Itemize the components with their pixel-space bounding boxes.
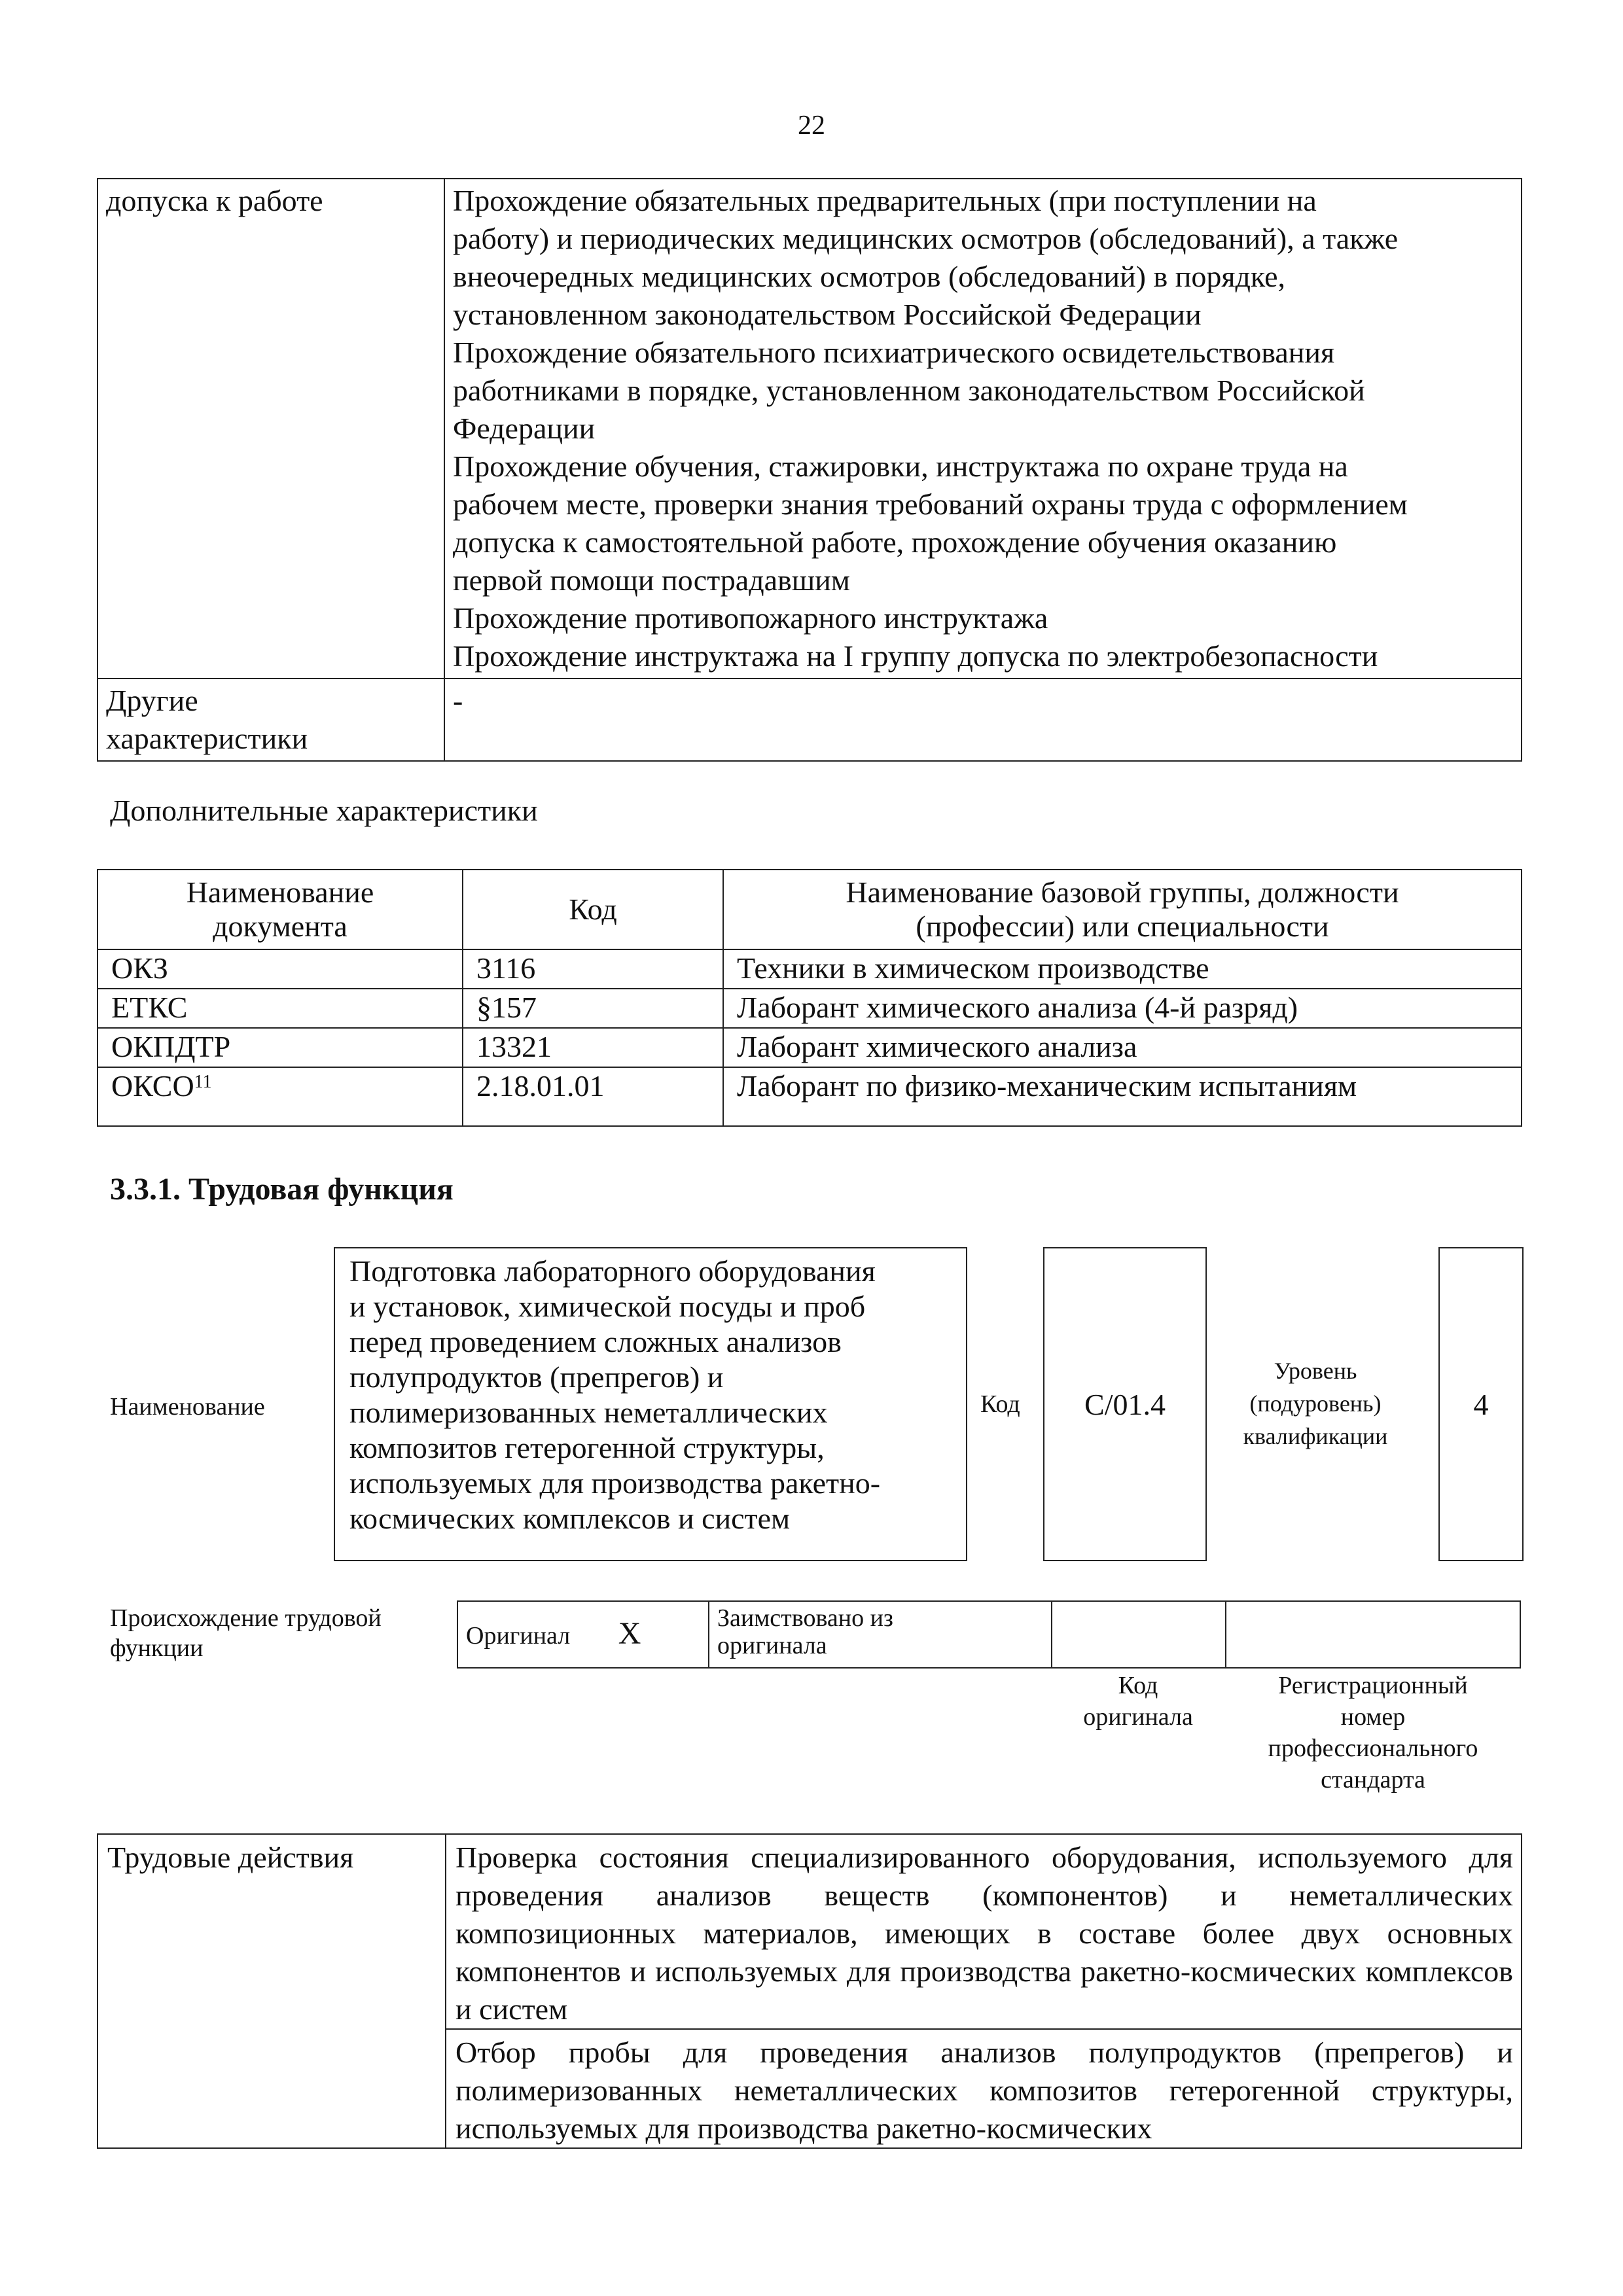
action-item: Отбор пробы для проведения анализов полупродуктов (препрегов) и полимеризованных неметаллических композитов гетерогенной структуры, используемых для производства ракетно-космических (446, 2029, 1522, 2148)
header-document (98, 870, 463, 949)
qualification-level-value: 4 (1438, 1247, 1524, 1561)
header-line: документа (213, 910, 348, 943)
cell-doc: ОКЗ (98, 949, 463, 989)
requirement-line: Прохождение инструктажа на I группу допуска по электробезопасности (453, 639, 1378, 673)
cell-name: Лаборант по физико-механическим испытаниям (723, 1067, 1522, 1126)
additional-table (97, 869, 1522, 1127)
admission-requirements (444, 179, 1522, 679)
function-name-line: композитов гетерогенной структуры, (349, 1431, 825, 1464)
header-code: Код (463, 870, 723, 949)
original-label: Оригинал (466, 1621, 571, 1650)
action-item: Проверка состояния специализированного оборудования, используемого для проведения анализов веществ (компонентов) и неметаллических композиционных материалов, имеющих в составе более двух основных компонентов и используемых для производства ракетно-космических комплексов и систем (446, 1834, 1522, 2029)
cell-doc: ОКПДТР (98, 1028, 463, 1067)
cell-name: Лаборант химического анализа (4-й разряд) (723, 989, 1522, 1028)
requirement-line: рабочем месте, проверки знания требований охраны труда с оформлением (453, 487, 1408, 521)
footnote-ref: 11 (194, 1072, 212, 1092)
function-name (349, 1254, 958, 1536)
requirement-line: установленном законодательством Российской Федерации (453, 298, 1202, 331)
cell-doc: ЕТКС (98, 989, 463, 1028)
borrowed-cell (709, 1601, 1052, 1668)
cell-name: Лаборант химического анализа (723, 1028, 1522, 1067)
registration-number-caption (1225, 1670, 1521, 1795)
code-value: C/01.4 (1043, 1247, 1207, 1561)
table-row (98, 1028, 1522, 1067)
function-name-line: космических комплексов и систем (349, 1502, 791, 1535)
cell-doc (98, 1067, 463, 1126)
original-mark: X (618, 1616, 641, 1651)
code-label: Код (980, 1390, 1020, 1418)
actions-label: Трудовые действия (98, 1834, 446, 2148)
caption-line: Код (1118, 1672, 1158, 1699)
original-cell (457, 1601, 709, 1668)
additional-title: Дополнительные характеристики (110, 794, 538, 827)
function-name-line: полимеризованных неметаллических (349, 1396, 828, 1429)
function-name-label: Наименование (110, 1393, 265, 1421)
requirement-line: Федерации (453, 412, 596, 445)
table-header-row (98, 870, 1522, 949)
origin-label (110, 1603, 382, 1663)
function-name-line: и установок, химической посуды и проб (349, 1290, 866, 1323)
function-name-line: полупродуктов (препрегов) и (349, 1360, 724, 1394)
cell-code: §157 (463, 989, 723, 1028)
caption-line: Регистрационный (1278, 1672, 1468, 1699)
admission-table (97, 178, 1522, 762)
requirement-line: работу) и периодических медицинских осмотров (обследований), а также (453, 222, 1399, 255)
label-line: Другие (106, 684, 198, 717)
caption-line: оригинала (1083, 1703, 1193, 1731)
header-name (723, 870, 1522, 949)
label-line: квалификации (1243, 1423, 1388, 1449)
caption-line: номер (1340, 1703, 1406, 1731)
function-title: 3.3.1. Трудовая функция (110, 1172, 454, 1207)
table-row (98, 1067, 1522, 1126)
header-line: Наименование базовой группы, должности (846, 875, 1399, 909)
table-row (98, 1834, 1522, 2029)
table-row (457, 1601, 1520, 1668)
requirement-line: Прохождение противопожарного инструктажа (453, 601, 1048, 635)
original-code-caption (1051, 1670, 1225, 1733)
cell-code: 13321 (463, 1028, 723, 1067)
function-name-line: Подготовка лабораторного оборудования (349, 1254, 876, 1288)
requirement-line: Прохождение обучения, стажировки, инструктажа по охране труда на (453, 450, 1348, 483)
table-row (98, 949, 1522, 989)
label-line: Заимствовано из (717, 1604, 893, 1632)
cell-code: 2.18.01.01 (463, 1067, 723, 1126)
function-name-line: перед проведением сложных анализов (349, 1325, 842, 1358)
function-name-line: используемых для производства ракетно- (349, 1466, 881, 1500)
label-line: характеристики (106, 722, 308, 755)
page-number: 22 (798, 111, 825, 141)
cell-name: Техники в химическом производстве (723, 949, 1522, 989)
caption-line: профессионального (1268, 1735, 1478, 1762)
label-line: оригинала (717, 1632, 827, 1659)
header-line: (профессии) или специальности (916, 910, 1329, 943)
caption-line: стандарта (1321, 1766, 1425, 1793)
header-line: Наименование (186, 875, 374, 909)
requirement-line: допуска к самостоятельной работе, прохождение обучения оказанию (453, 525, 1337, 559)
requirement-line: первой помощи пострадавшим (453, 563, 850, 597)
origin-table (457, 1600, 1521, 1669)
label-line: функции (110, 1634, 204, 1662)
requirement-line: внеочередных медицинских осмотров (обследований) в порядке, (453, 260, 1286, 293)
other-characteristics-value: - (444, 679, 1522, 761)
doc-name: ОКСО (111, 1069, 194, 1103)
labour-actions-table (97, 1833, 1522, 2149)
admission-label: допуска к работе (98, 179, 444, 679)
requirement-line: Прохождение обязательных предварительных (при поступлении на (453, 184, 1317, 217)
table-row (98, 679, 1522, 761)
original-code-cell (1052, 1601, 1226, 1668)
cell-code: 3116 (463, 949, 723, 989)
label-line: Происхождение трудовой (110, 1604, 382, 1632)
requirement-line: работниками в порядке, установленном законодательством Российской (453, 374, 1365, 407)
label-line: (подуровень) (1249, 1390, 1382, 1417)
registration-number-cell (1226, 1601, 1520, 1668)
requirement-line: Прохождение обязательного психиатрического освидетельствования (453, 336, 1335, 369)
qualification-level-label (1217, 1354, 1414, 1453)
table-row (98, 179, 1522, 679)
table-row (98, 989, 1522, 1028)
other-characteristics-label (98, 679, 444, 761)
label-line: Уровень (1274, 1358, 1357, 1384)
